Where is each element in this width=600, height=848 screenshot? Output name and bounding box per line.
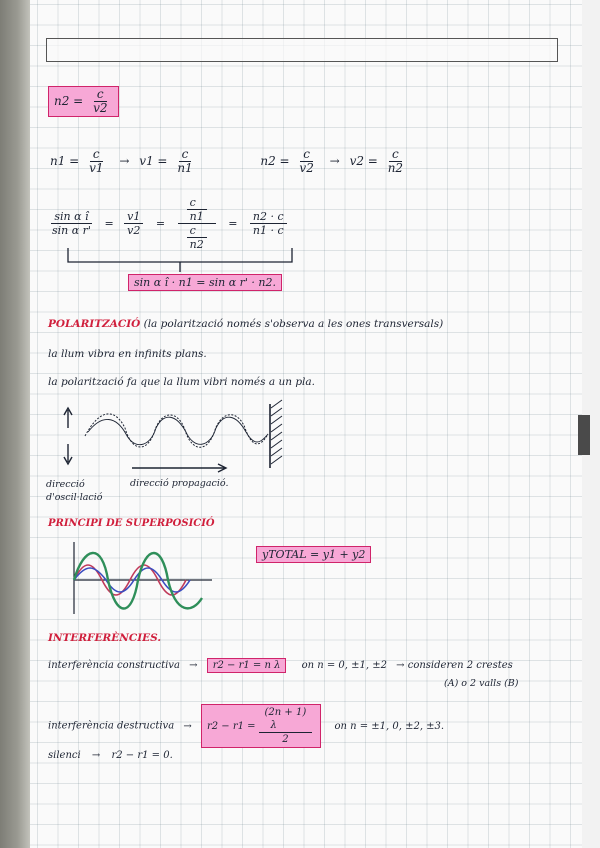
label-propagation: direcció propagació. [130,478,229,489]
snell-eq2: = [155,216,166,230]
destructive-formula-box [201,704,321,748]
silence-arrow: → [91,750,101,761]
destructive-label: interferència destructiva [48,720,175,732]
label-oscillation: direcció d'oscil·lació [46,479,103,503]
snell-n2: n2 [189,238,204,251]
eq-v1-fraction [174,148,195,175]
snell-eq3: = [228,216,238,230]
constructive-arrow: → [189,660,198,671]
snell-law-text: sin α î · n1 = sin α r' · n2. [134,276,276,289]
eq-v1-num: c [179,148,192,162]
snell-v-fraction [124,210,143,237]
destructive-cond: on n = ±1, 0, ±2, ±3. [334,720,445,732]
superposicio-formula-box [256,546,371,563]
side-scan-tab [578,415,590,455]
eq-n1-num: c [90,148,103,162]
eq-v2-fraction [385,148,406,175]
eq-v2-den: n2 [387,161,404,175]
snell-n1: n1 [189,210,204,223]
snell-result-fraction [250,210,287,237]
polaritzacio-title: POLARITZACIÓ [48,318,141,330]
snell-sin-den: sin α r' [52,224,91,237]
eq-n1-lhs: n1 = [50,154,80,168]
polarization-drawing [60,398,300,478]
snell-r-den: n1 · c [252,224,284,237]
destructive-fraction [259,706,313,746]
eq-n2b-fraction [296,148,316,175]
silence-label: silenci [48,750,81,761]
snell-v-den: v2 [127,224,141,237]
silence-row [48,750,173,761]
polaritzacio-line1: la llum vibra en infinits plans. [48,348,207,360]
snell-r-num: n2 · c [250,210,287,224]
snell-v-num: v1 [124,210,143,224]
arrow-1: → [119,154,130,168]
eq-n2-num: c [94,88,107,102]
snell-c2: c [187,224,207,238]
polaritzacio-line2: la polarització fa que la llum vibri només a un pla. [48,376,315,388]
eq-v2-num: c [389,148,402,162]
snell-compound-fraction [178,196,216,251]
eq-v1-lhs: v1 = [139,154,168,168]
eq-n2-lhs: n2 = [54,94,84,108]
eq-n2b-num: c [300,148,313,162]
eq-row-relations [50,148,409,175]
snell-ratio [46,196,290,251]
constructive-cond: on n = 0, ±1, ±2 [301,660,387,671]
constructive-row [48,660,513,671]
snell-c1: c [187,196,207,210]
eq-n2b-den: v2 [299,161,314,175]
destructive-arrow: → [183,720,192,732]
snell-law-box [128,274,282,291]
snell-eq1: = [104,216,114,230]
constructive-label: interferència constructiva [48,660,180,671]
destructive-den: 2 [282,734,289,745]
polaritzacio-note: (la polarització només s'observa a les ones transversals) [143,318,444,330]
binding-strip [0,0,32,848]
eq-v2-lhs: v2 = [349,154,378,168]
superposicio-title: PRINCIPI DE SUPERPOSICIÓ [48,518,215,529]
eq-n1-fraction [86,148,106,175]
silence-formula: r2 − r1 = 0. [111,750,173,761]
arrow-2: → [329,154,340,168]
destructive-formula-lhs: r2 − r1 = [206,720,256,732]
eq-n2-box [48,86,119,117]
snell-compound-num [178,196,216,224]
snell-sin-num: sin α î [51,210,91,224]
constructive-formula: r2 − r1 = n λ [207,658,287,673]
polaritzacio-line [48,318,443,330]
eq-n2-den: v2 [93,101,108,115]
snell-sin-fraction [49,210,94,237]
superposicio-formula: yTOTAL = y1 + y2 [262,548,366,561]
destructive-num2: λ [270,720,277,731]
constructive-note2: (A) o 2 valls (B) [444,678,519,689]
eq-n1-den: v1 [89,161,104,175]
header-box [46,38,558,62]
destructive-row [48,704,444,748]
snell-bracket [60,246,310,276]
eq-n2b-lhs: n2 = [260,154,290,168]
superposition-graph [62,538,222,618]
destructive-num1: (2n + 1) [264,707,307,718]
eq-v1-den: n1 [177,161,193,175]
eq-n2-fraction [90,88,110,115]
constructive-note1: → consideren 2 crestes [396,660,513,671]
interferencies-title: INTERFERÈNCIES. [48,632,161,644]
